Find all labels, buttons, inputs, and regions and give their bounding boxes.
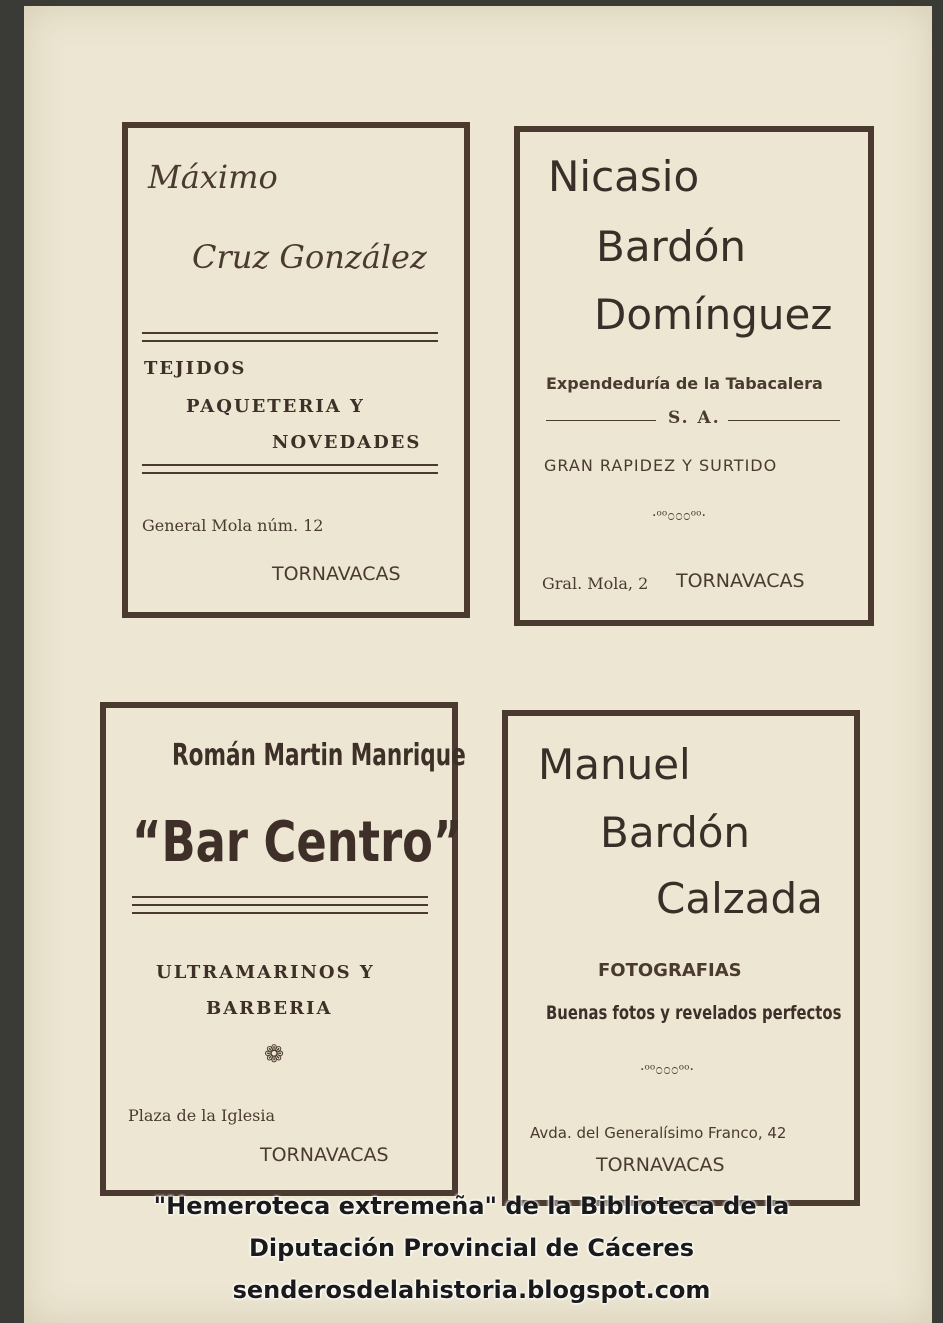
- footer-line3: senderosdelahistoria.blogspot.com: [232, 1276, 711, 1304]
- ad1-line2: PAQUETERIA Y: [186, 396, 365, 417]
- footer-line2: Diputación Provincial de Cáceres: [248, 1234, 695, 1262]
- ad4-ornament: ·ᵒᵒ೦೦೦ᵒᵒ·: [640, 1062, 694, 1078]
- ad2-rule-left: [546, 420, 656, 421]
- ad3-line1: ULTRAMARINOS Y: [156, 962, 375, 983]
- ad1-name-last: Cruz González: [192, 238, 427, 276]
- ad4-slogan: Buenas fotos y revelados perfectos: [546, 1002, 842, 1024]
- ad1-name-first: Máximo: [148, 158, 278, 196]
- ad2-slogan: GRAN RAPIDEZ Y SURTIDO: [544, 456, 778, 475]
- ad2-sa: S. A.: [668, 408, 721, 428]
- ad1-town: TORNAVACAS: [272, 563, 401, 585]
- ad1-line1: TEJIDOS: [144, 358, 247, 379]
- ad2-name1: Nicasio: [548, 152, 700, 201]
- ad2-name2: Bardón: [596, 222, 747, 271]
- ad3-rule-2: [132, 904, 428, 906]
- ad1-address: General Mola núm. 12: [142, 516, 324, 535]
- ad2-address: Gral. Mola, 2: [542, 574, 649, 593]
- ad2-town: TORNAVACAS: [676, 570, 805, 592]
- ad1-line3: NOVEDADES: [272, 432, 422, 453]
- ad3-line2: BARBERIA: [206, 998, 333, 1019]
- ad4-business: FOTOGRAFIAS: [598, 960, 742, 981]
- ad1-rule-top-2: [142, 340, 438, 342]
- ad4-address: Avda. del Generalísimo Franco, 42: [530, 1124, 787, 1142]
- ad4-name2: Bardón: [600, 808, 751, 857]
- ad3-address: Plaza de la Iglesia: [128, 1106, 276, 1125]
- ad2-business: Expendeduría de la Tabacalera: [546, 374, 823, 393]
- ad3-owner: Román Martin Manrique: [172, 738, 466, 773]
- footer-line1: "Hemeroteca extremeña" de la Biblioteca de la: [153, 1192, 790, 1220]
- ad3-ornament: ❁: [264, 1040, 285, 1068]
- ad1-rule-bottom-2: [142, 472, 438, 474]
- ad4-name1: Manuel: [538, 740, 691, 789]
- ad2-name3: Domínguez: [594, 290, 833, 339]
- ad3-town: TORNAVACAS: [260, 1144, 389, 1166]
- ad3-name: “Bar Centro”: [132, 810, 463, 875]
- ad1-rule-top-1: [142, 332, 438, 334]
- ad1-rule-bottom-1: [142, 464, 438, 466]
- ad3-rule-1: [132, 896, 428, 898]
- ad2-rule-right: [728, 420, 840, 421]
- ad3-rule-3: [132, 912, 428, 914]
- ad2-ornament: ·ᵒᵒ೦೦೦ᵒᵒ·: [652, 508, 706, 524]
- ad4-town: TORNAVACAS: [596, 1154, 725, 1176]
- ad4-name3: Calzada: [656, 874, 823, 923]
